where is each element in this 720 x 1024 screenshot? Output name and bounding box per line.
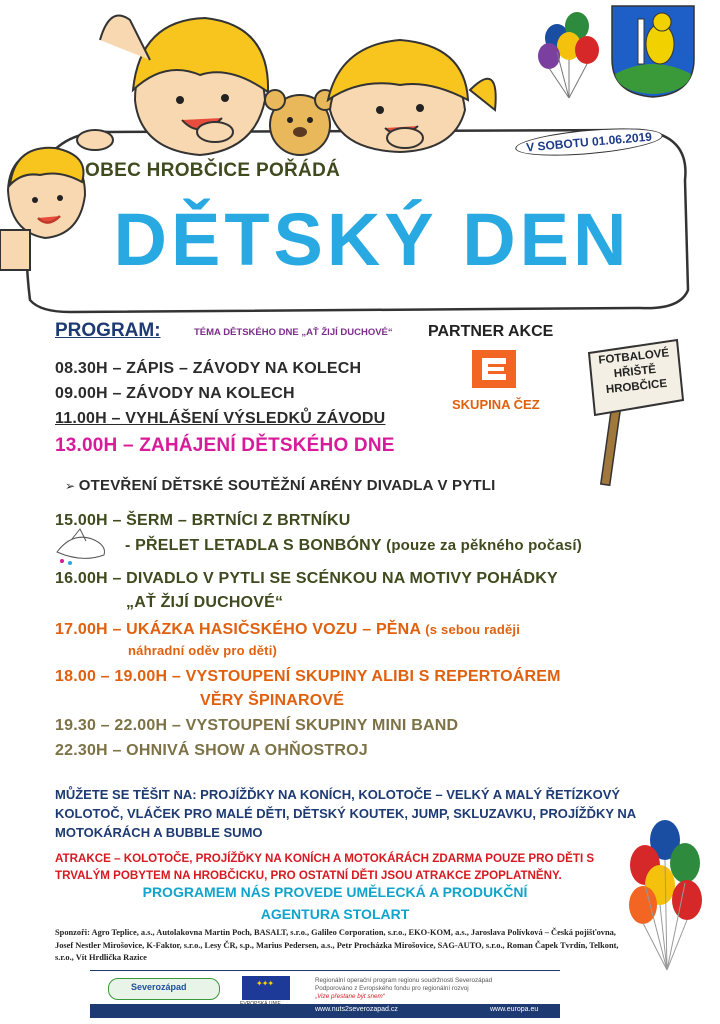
program-item-bullet-text: OTEVŘENÍ DĚTSKÉ SOUTĚŽNÍ ARÉNY DIVADLA V PYTLI [78, 477, 496, 494]
notice-text: ATRAKCE – KOLOTOČE, PROJÍŽĎKY NA KONÍCH A MOTOKÁRÁCH ZDARMA POUZE PRO DĚTI S TRVALÝM POBYTEM NA HROBČICKU, PRO OSTATNÍ DĚTI JSOU ATRAKCE ZPOPLATNĚNY. [55, 852, 595, 882]
sign-line-1: FOTBALOVÉ [597, 347, 670, 367]
airplane-doodle-icon [52, 527, 112, 567]
program-item-highlight: 13.00H – ZAHÁJENÍ DĚTSKÉHO DNE [55, 435, 395, 456]
organizer-text: OBEC HROBČICE POŘÁDÁ [85, 160, 341, 181]
program-heading: PROGRAM: [55, 320, 161, 341]
severozapad-logo-text: Severozápad [131, 982, 187, 992]
program-item-text: - PŘELET LETADLA S BONBÓNY [125, 537, 382, 554]
eu-stars-icon: ✦✦✦ [256, 979, 274, 988]
program-theme: TÉMA DĚTSKÉHO DNE „AŤ ŽIJÍ DUCHOVÉ“ [194, 327, 393, 338]
footer-divider [90, 970, 560, 971]
sign-text [598, 346, 672, 398]
program-item-note: (pouze za pěkného počasí) [386, 537, 582, 554]
program-item-text: 17.00H – UKÁZKA HASIČSKÉHO VOZU – PĚNA [55, 621, 421, 638]
cez-logo [472, 350, 520, 390]
program-item: 18.00 – 19.00H – VYSTOUPENÍ SKUPINY ALIBI S REPERTOÁREM [55, 668, 561, 685]
program-item-bullet [65, 477, 496, 494]
footer-text-line: Podporováno z Evropského fondu pro regionální rozvoj [315, 985, 469, 992]
host-line-2: AGENTURA STOLART [260, 906, 410, 922]
balloons-bottom-illustration [625, 815, 715, 975]
program-item-note: (s sebou raději [425, 622, 521, 637]
sign-line-2: HŘIŠTĚ [613, 363, 657, 381]
footer-slogan: „Vize přestane být snem“ [315, 993, 385, 1000]
cez-name: SKUPINA ČEZ [452, 397, 540, 412]
severozapad-logo [108, 978, 220, 1000]
attractions-text: MŮŽETE SE TĚŠIT NA: PROJÍŽĎKY NA KONÍCH, KOLOTOČE – VELKÝ A MALÝ ŘETÍZKOVÝ KOLOTOČ, VLÁČEK PRO MALÉ DĚTI, DĚTSKÝ KOUTEK, JUMP, SKLUZAVKU, PROJÍŽĎKY NA MOTOKÁRÁCH A BUBBLE SUMO [55, 787, 636, 840]
partner-label: PARTNER AKCE [428, 323, 554, 340]
bullet-arrow-icon: ➢ [65, 479, 79, 493]
sponsors-text: Sponzoři: Agro Teplice, a.s., Autolakovna Martin Poch, BASALT, s.r.o., Galileo Corporation, s.r.o., EKO-KOM, a.s., Jaroslava Polívková – Česká pojišťovna, Josef Nestler Mirošovice, K-Faktor, s.r.o., Lesy ČR, s.p., Marius Pedersen, a.s., Petr Procházka Mirošovice, SAG-AUTO, s.r.o., Roman Čapek Tvrdín, Telkont, s.r.o., Vít Hrdlička Razice [55, 928, 619, 962]
date-badge: V SOBOTU 01.06.2019 [514, 124, 664, 161]
program-item: 08.30H – ZÁPIS – ZÁVODY NA KOLECH [55, 360, 362, 377]
program-item [55, 621, 520, 639]
program-item: „AŤ ŽIJÍ DUCHOVÉ“ [126, 594, 284, 611]
balloons-top-illustration [535, 8, 605, 103]
footer-url-left[interactable]: www.nuts2severozapad.cz [315, 1006, 398, 1013]
sign-line-3: HROBČICE [605, 377, 668, 397]
host-line-1: PROGRAMEM NÁS PROVEDE UMĚLECKÁ A PRODUKČNÍ [142, 884, 528, 900]
program-item-note: náhradní oděv pro děti) [128, 643, 278, 658]
footer-url-right[interactable]: www.europa.eu [490, 1006, 539, 1013]
program-item: VĚRY ŠPINAROVÉ [200, 692, 345, 709]
program-item: 15.00H – ŠERM – BRTNÍCI Z BRTNÍKU [55, 512, 351, 529]
footer-text [315, 977, 492, 1001]
footer-text-line: Regionální operační program regionu soudržnosti Severozápad [315, 977, 493, 984]
program-item: 22.30H – OHNIVÁ SHOW A OHŇOSTROJ [55, 742, 368, 759]
eu-flag-icon [242, 976, 290, 1000]
program-item [125, 537, 582, 555]
program-item: 11.00H – VYHLÁŠENÍ VÝSLEDKŮ ZÁVODU [55, 410, 386, 427]
page-title: DĚTSKÝ DEN [113, 198, 631, 281]
program-item: 16.00H – DIVADLO V PYTLI SE SCÉNKOU NA MOTIVY POHÁDKY [55, 570, 558, 587]
footer-url-bar [90, 1004, 560, 1018]
coat-of-arms-logo [610, 4, 696, 99]
program-item: 09.00H – ZÁVODY NA KOLECH [55, 385, 295, 402]
program-item: 19.30 – 22.00H – VYSTOUPENÍ SKUPINY MINI BAND [55, 717, 459, 734]
